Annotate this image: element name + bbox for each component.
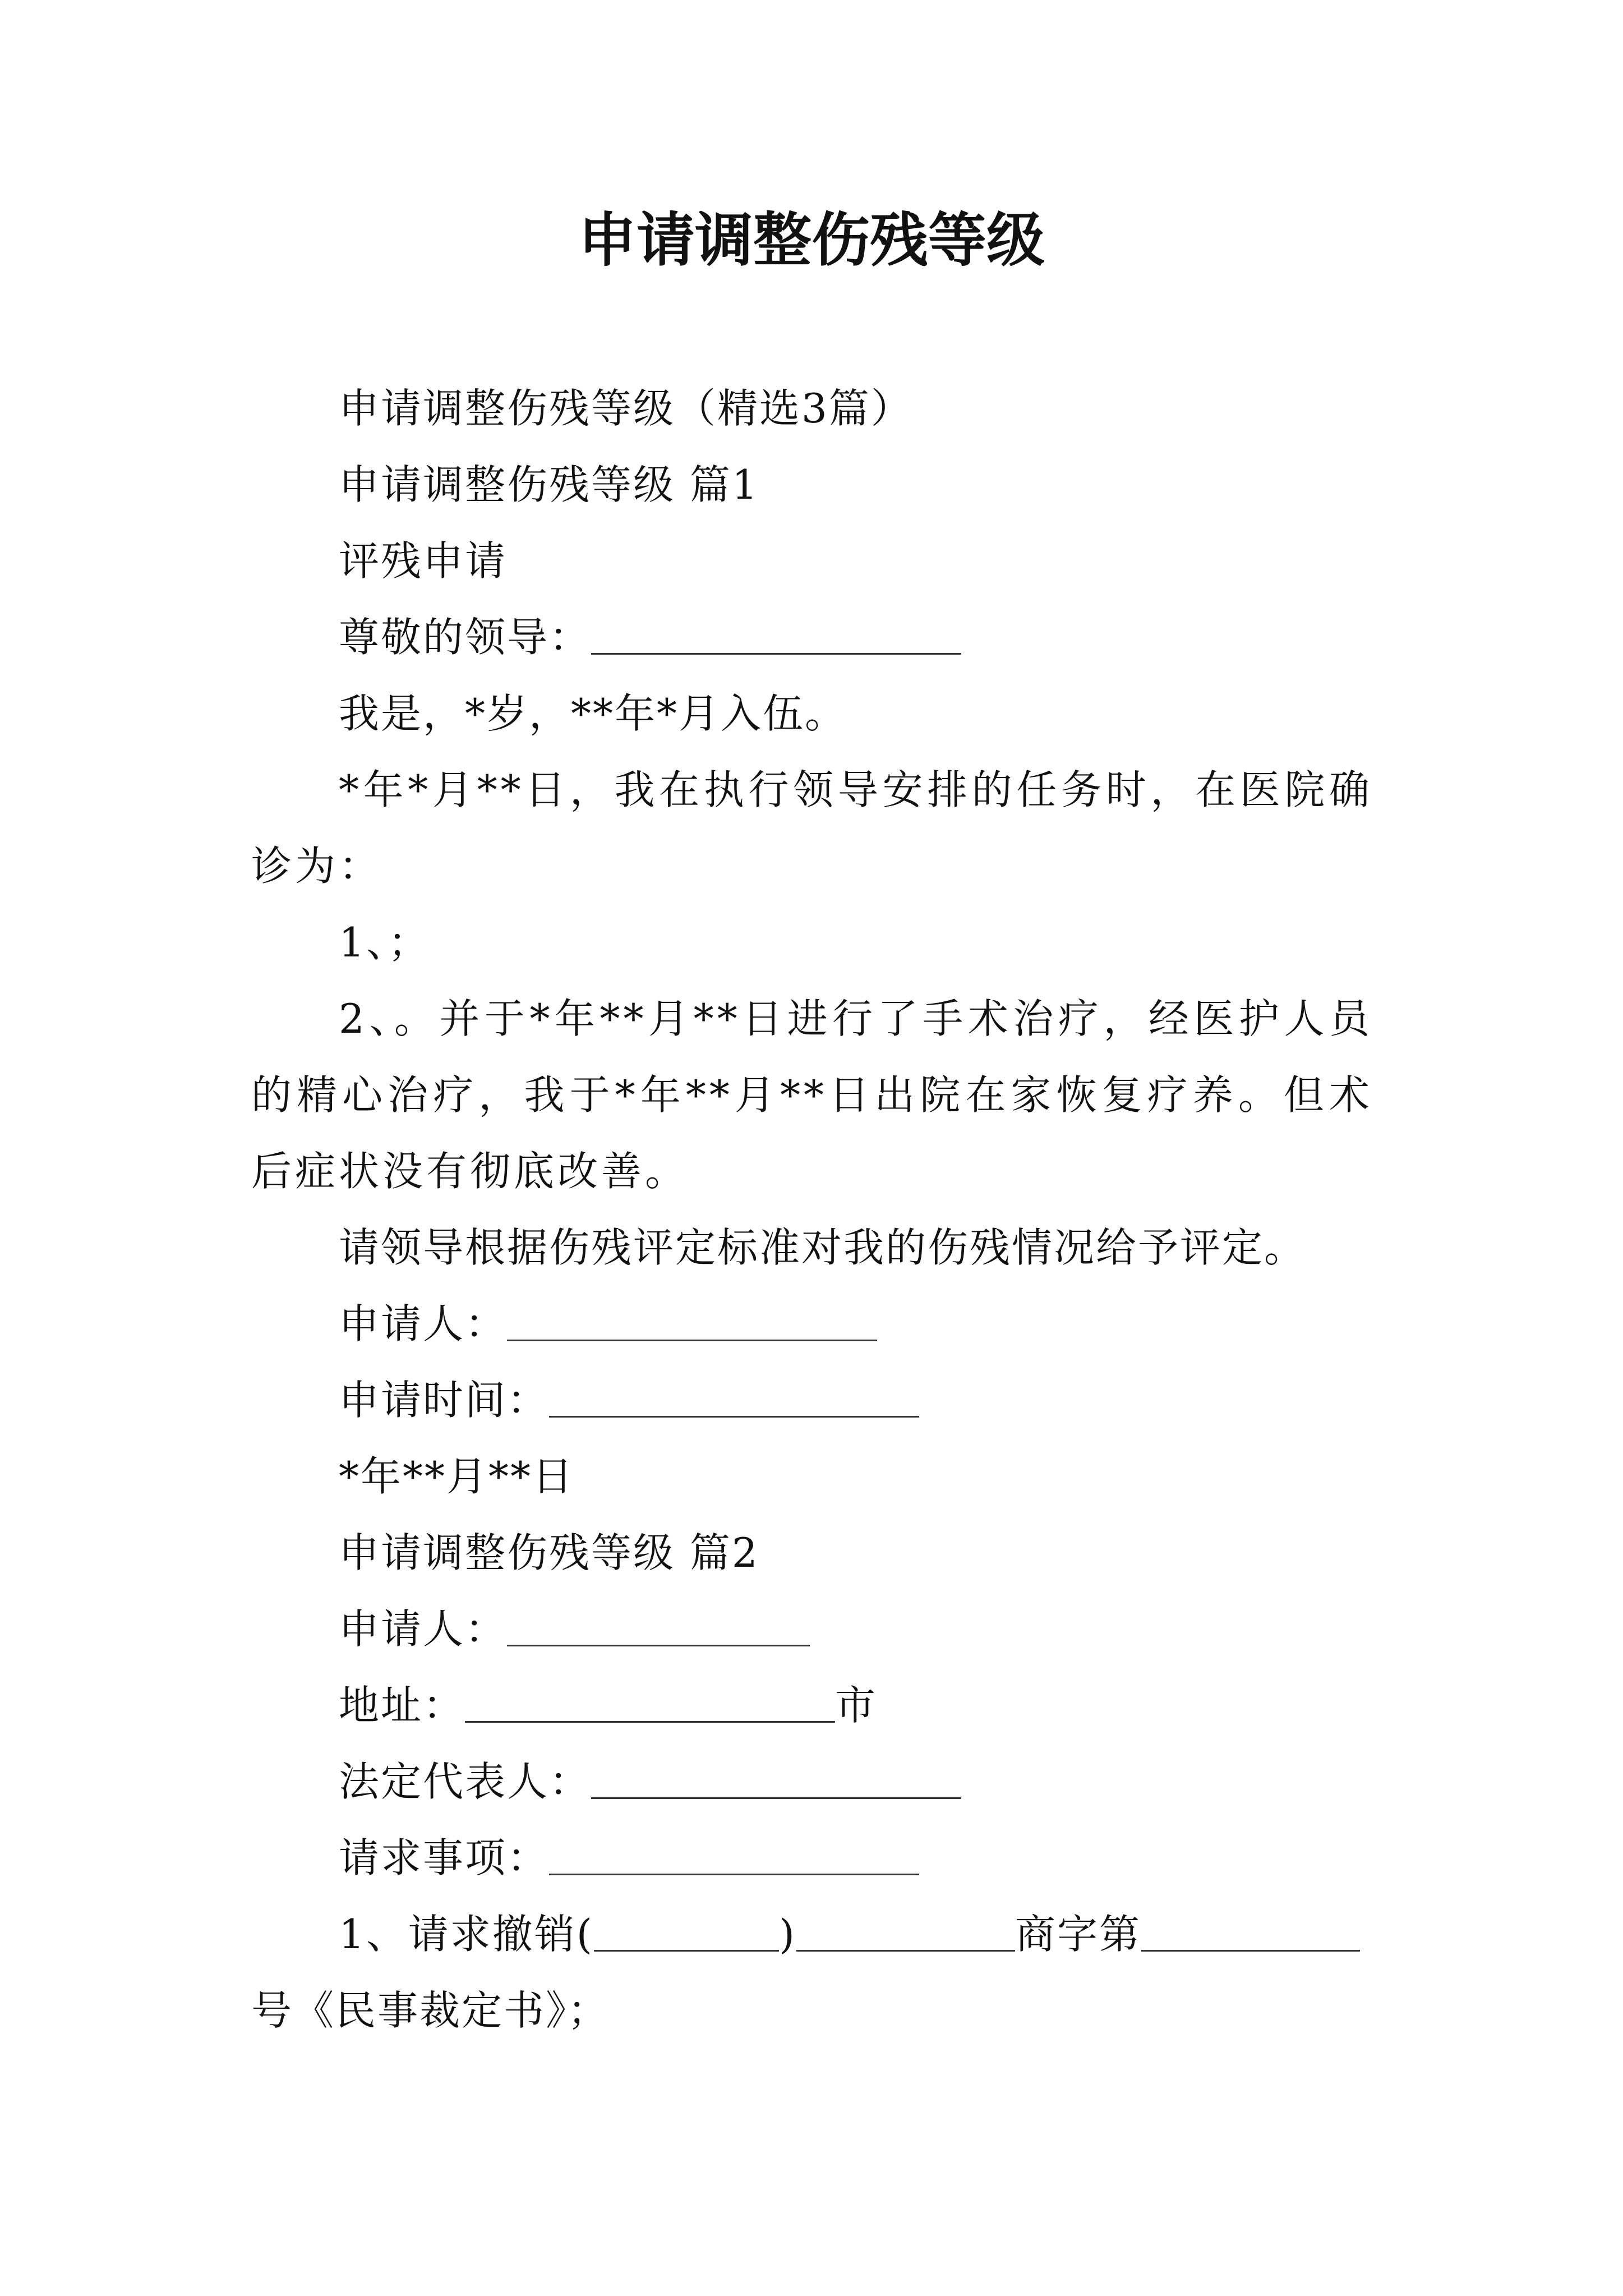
claim-1-part2: ) xyxy=(778,1911,796,1958)
apply-time-blank xyxy=(549,1382,919,1418)
paragraph-claim-1 xyxy=(251,1896,1373,1972)
legal-rep-label: 法定代表人： xyxy=(339,1758,592,1805)
paragraph-claim-1-cont: 号《民事裁定书》； xyxy=(251,1987,610,2034)
address-label: 地址： xyxy=(339,1682,465,1729)
claim-1-part3: 商字第 xyxy=(1015,1911,1142,1958)
claim-1-blank-b xyxy=(796,1916,1015,1952)
paragraph-address xyxy=(251,1667,1373,1743)
applicant-2-blank xyxy=(507,1611,810,1646)
paragraph-section-2-heading: 申请调整伤残等级 篇2 xyxy=(339,1529,759,1576)
paragraph-subtitle: 申请调整伤残等级（精选3篇） xyxy=(339,385,913,432)
address-suffix: 市 xyxy=(835,1682,878,1729)
paragraph-applicant-2 xyxy=(251,1591,1373,1667)
applicant-blank xyxy=(507,1306,877,1341)
paragraph-diagnosis: *年*月**日，我在执行领导安排的任务时，在医院确诊为： xyxy=(251,766,1373,890)
paragraph-self-intro: 我是，*岁，**年*月入伍。 xyxy=(339,690,847,737)
claims-blank xyxy=(549,1840,919,1875)
apply-time-label: 申请时间： xyxy=(339,1377,550,1424)
claim-1-part1: 1、请求撤销( xyxy=(339,1911,594,1958)
legal-rep-blank xyxy=(591,1764,961,1799)
paragraph-claims xyxy=(251,1820,1373,1896)
paragraph-section-1-heading: 申请调整伤残等级 篇1 xyxy=(339,461,759,508)
paragraph-item-1: 1、； xyxy=(339,919,430,966)
applicant-label: 申请人： xyxy=(339,1300,508,1347)
claims-label: 请求事项： xyxy=(339,1834,550,1881)
paragraph-item-2: 2、。并于*年**月**日进行了手术治疗，经医护人员的精心治疗，我于*年**月**日出院在家恢复疗养。但术后症状没有彻底改善。 xyxy=(251,995,1373,1195)
document-body xyxy=(251,370,1373,2049)
claim-1-blank-c xyxy=(1141,1916,1360,1952)
paragraph-request: 请领导根据伤残评定标准对我的伤残情况给予评定。 xyxy=(339,1224,1307,1271)
paragraph-application-heading: 评残申请 xyxy=(339,537,508,585)
paragraph-apply-time xyxy=(251,1362,1373,1438)
address-blank xyxy=(465,1687,835,1723)
paragraph-legal-rep xyxy=(251,1743,1373,1820)
salutation-blank xyxy=(591,619,961,655)
document-title: 申请调整伤残等级 xyxy=(578,206,1045,274)
salutation-label: 尊敬的领导： xyxy=(339,614,592,661)
paragraph-date: *年**月**日 xyxy=(339,1453,575,1500)
paragraph-applicant xyxy=(251,1286,1373,1362)
applicant-2-label: 申请人： xyxy=(339,1605,508,1653)
paragraph-salutation xyxy=(251,599,1373,675)
claim-1-blank-a xyxy=(594,1916,779,1952)
